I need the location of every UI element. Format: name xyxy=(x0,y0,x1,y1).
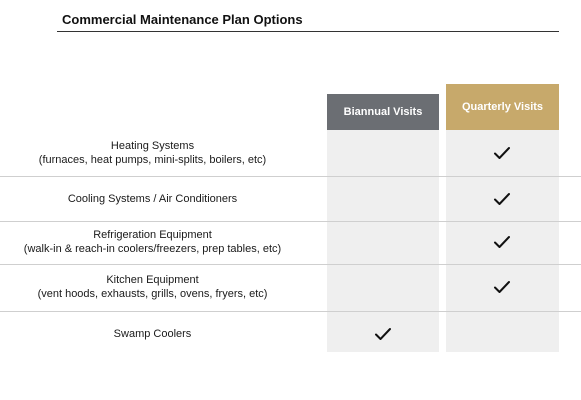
row-title: Swamp Coolers xyxy=(113,328,192,340)
biannual-visits-header: Biannual Visits xyxy=(327,94,439,130)
row-subtitle: (vent hoods, exhausts, grills, ovens, fryers, etc) xyxy=(37,288,268,300)
row-divider xyxy=(0,264,581,265)
row-title: Cooling Systems / Air Conditioners xyxy=(67,193,238,205)
row-label xyxy=(0,192,305,206)
row-title: Heating Systems xyxy=(110,140,195,152)
row-subtitle: (furnaces, heat pumps, mini-splits, boilers, etc) xyxy=(38,154,267,166)
row-divider xyxy=(0,311,581,312)
biannual-column-background xyxy=(327,130,439,352)
row-title: Refrigeration Equipment xyxy=(93,229,212,241)
checkmark-icon xyxy=(493,146,511,160)
row-label xyxy=(0,139,305,167)
row-label xyxy=(0,273,305,301)
page-title: Commercial Maintenance Plan Options xyxy=(62,12,303,27)
row-divider xyxy=(0,221,581,222)
row-divider xyxy=(0,176,581,177)
row-title: Kitchen Equipment xyxy=(106,274,199,286)
checkmark-icon xyxy=(374,327,392,341)
quarterly-visits-header: Quarterly Visits xyxy=(446,84,559,130)
row-subtitle: (walk-in & reach-in coolers/freezers, prep tables, etc) xyxy=(23,243,282,255)
row-label xyxy=(0,228,305,256)
checkmark-icon xyxy=(493,280,511,294)
row-label xyxy=(0,327,305,341)
checkmark-icon xyxy=(493,192,511,206)
checkmark-icon xyxy=(493,235,511,249)
